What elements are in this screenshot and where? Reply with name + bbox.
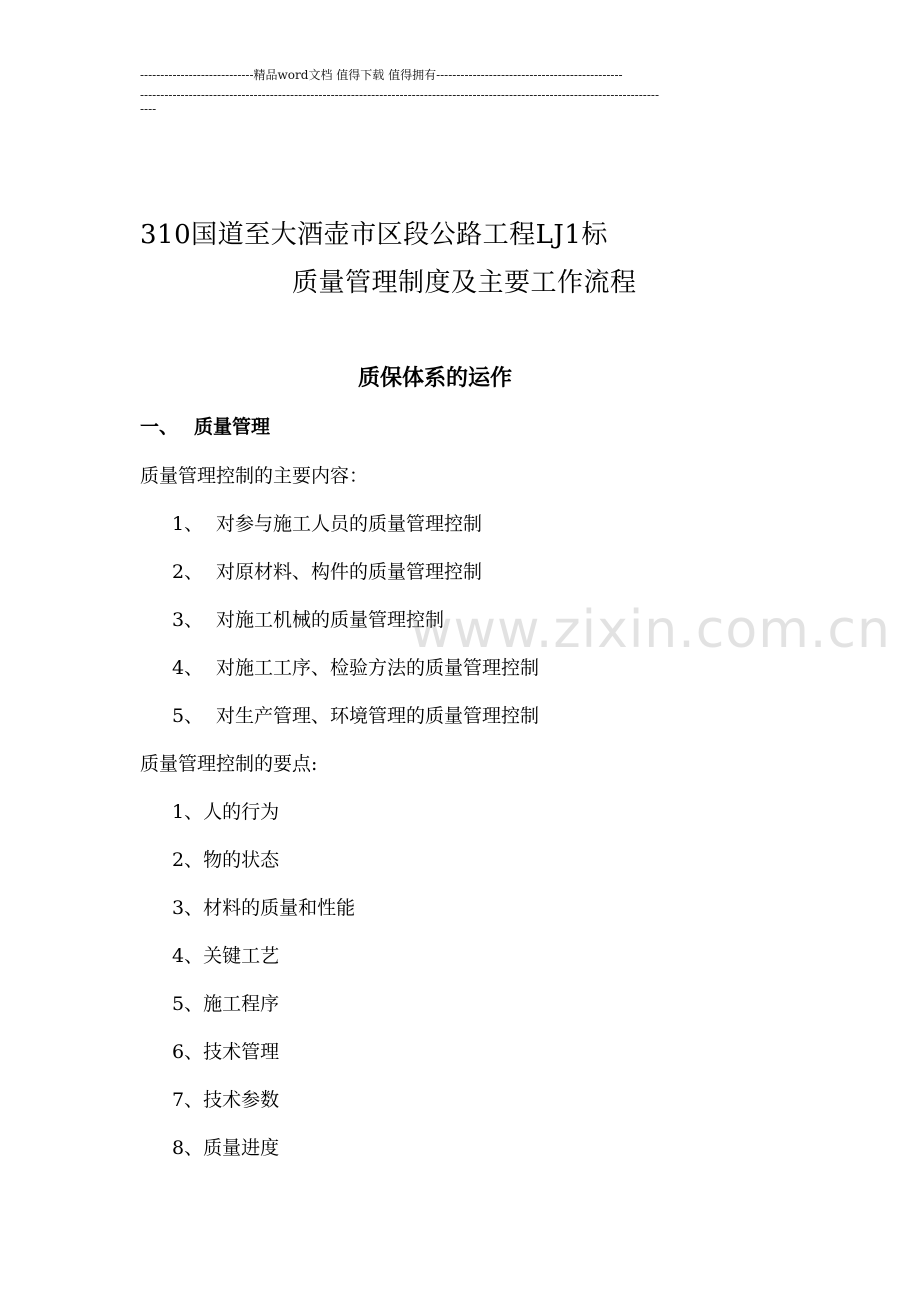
- points-intro: 质量管理控制的要点:: [140, 753, 318, 775]
- heading-text: 质量管理: [194, 416, 271, 438]
- points-list-item: 7、技术参数: [172, 1089, 280, 1111]
- list-item-index: 1、: [172, 513, 204, 535]
- document-title-line-2: 质量管理制度及主要工作流程: [292, 268, 637, 298]
- points-list-item: 2、物的状态: [172, 849, 280, 871]
- heading-quality-management: [140, 413, 270, 441]
- points-list-item: 6、技术管理: [172, 1041, 280, 1063]
- document-title-line-1: 310国道至大酒壶市区段公路工程LJ1标: [140, 220, 608, 250]
- page-header-banner: ----------------------------精品word文档 值得下载 值得拥有----------------------------------------------: [140, 68, 623, 82]
- page-header-rule-end: ----: [140, 102, 157, 116]
- watermark: www.zixin.com.cn: [410, 600, 891, 660]
- list-item-text: 对施工机械的质量管理控制: [216, 609, 445, 631]
- contents-list-item: [172, 558, 482, 586]
- heading-number: 一、: [140, 416, 179, 438]
- contents-intro: 质量管理控制的主要内容：: [140, 465, 369, 487]
- contents-list-item: [172, 510, 482, 538]
- points-list-item: 1、人的行为: [172, 801, 280, 823]
- page-header-rule: --------------------------------------------------------------------------------------------------------------------------------: [140, 88, 659, 102]
- list-item-index: 5、: [172, 705, 204, 727]
- list-item-index: 3、: [172, 609, 204, 631]
- list-item-text: 对施工工序、检验方法的质量管理控制: [216, 657, 540, 679]
- contents-list-item: [172, 606, 444, 634]
- list-item-text: 对原材料、构件的质量管理控制: [216, 561, 483, 583]
- points-list-item: 3、材料的质量和性能: [172, 897, 356, 919]
- list-item-index: 4、: [172, 657, 204, 679]
- list-item-index: 2、: [172, 561, 204, 583]
- points-list-item: 5、施工程序: [172, 993, 280, 1015]
- section-title: 质保体系的运作: [357, 365, 512, 391]
- list-item-text: 对生产管理、环境管理的质量管理控制: [216, 705, 540, 727]
- points-list-item: 8、质量进度: [172, 1137, 280, 1159]
- points-list-item: 4、关键工艺: [172, 945, 280, 967]
- list-item-text: 对参与施工人员的质量管理控制: [216, 513, 483, 535]
- contents-list-item: [172, 702, 539, 730]
